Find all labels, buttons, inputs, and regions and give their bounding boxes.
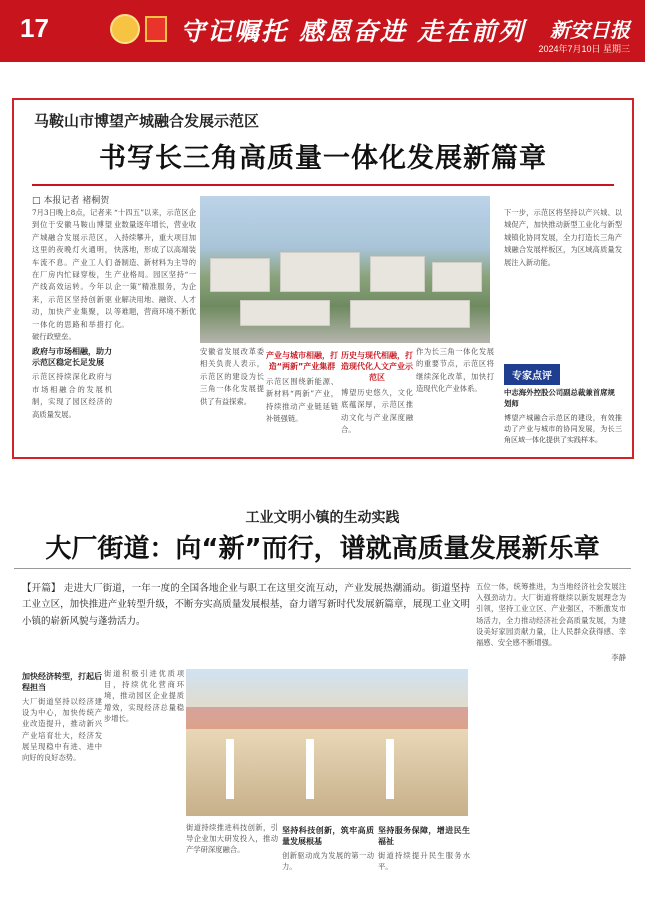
sidebar-body: 博望产城融合示范区的建设，有效推动了产业与城市的协同发展，为长三角区域一体化提供了实践样本。 [504, 414, 622, 444]
article1-headline: 书写长三角高质量一体化发展新篇章 [99, 143, 547, 174]
article2-column-1: 加快经济转型，打起后程担当 大厂街道坚持以经济建设为中心，加快传统产业改造提升，推动新兴产业培育壮大，经济发展呈现稳中有进、进中向好的良好态势。 [22, 672, 102, 763]
lead-tag: 【开篇】 [22, 583, 61, 594]
article1-column-4: 产业与城市相融，打造“两新”产业集群 示范区围绕新能源、新材料“两新”产业，持续推动产业链延链补链强链。 [266, 351, 338, 424]
article1-column-1: 7月3日晚上8点，记者来到位于安徽马鞍山博望产城融合发展示范区，这里的夜晚灯火通明，车流不息。产业工人们在厂房内忙碌穿梭，生产线高效运转。今年以来，示范区坚持创新驱动，加快产业集聚，以一体化的思路和举措打破行政壁垒。 政府与市场相融，助力示范区稳定长足发展 示范区持续深化政府与市场相融合的发展机制，实现了园区经济的高质量发展。 [32, 208, 112, 419]
article2-author: 李静 [611, 653, 626, 663]
newspaper-brand: 新安日报 [550, 18, 630, 42]
article1-column-2: “十四五”以来，示范区企业数量逐年增长，营业收入持续攀升，重大项目加快落地，形成了以高端装备制造、新材料为主导的产业格局。园区坚持“一企一策”精准服务，为企业解决用地、融资、人才等难题，营商环境不断优化。 [114, 208, 196, 329]
emblem-icon [110, 14, 140, 44]
article2-lead: 【开篇】 走进大厂街道，一年一度的全国各地企业与职工在这里交流互动，产业发展热潮涌动。街道坚持工业立区，加快推进产业转型升级，不断夯实高质量发展根基，奋力谱写新时代发展新篇章，展现工业文明小镇的崭新风貌与蓬勃活力。 [22, 583, 470, 627]
article1-subhead-1: 政府与市场相融，助力示范区稳定长足发展 [32, 347, 112, 368]
lead-article-box [12, 98, 634, 459]
article2-column-3: 街道持续推进科技创新，引导企业加大研发投入，推动产学研深度融合。 [186, 823, 278, 855]
slogan: 守记嘱托 感恩奋进 走在前列 [180, 17, 526, 46]
article2-subhead-2: 坚持科技创新，筑牢高质量发展根基 [282, 826, 374, 846]
divider [14, 568, 631, 569]
article1-column-6: 作为长三角一体化发展的重要节点，示范区将继续深化改革，加快打造现代化产业体系。 [416, 347, 494, 394]
sidebar-head: 中志海外控股公司副总裁兼首席规划师 [504, 388, 615, 408]
street-scene-photo [186, 669, 468, 816]
divider [32, 184, 614, 186]
flag-icon [145, 16, 167, 42]
article2-column-2: 街道积极引进优质项目，持续优化营商环境，推动园区企业提质增效，实现经济总量稳步增长。 [104, 669, 184, 723]
expert-comment-sidebar [504, 364, 622, 454]
article2-kicker: 工业文明小镇的生动实践 [245, 510, 400, 526]
article2-column-4: 坚持科技创新，筑牢高质量发展根基 创新驱动成为发展的第一动力。 [282, 826, 374, 872]
sidebar-title: 专家点评 [504, 364, 560, 385]
article1-column-3: 安徽省发展改革委相关负责人表示，示范区的建设为长三角一体化发展提供了有益探索。 [200, 347, 264, 406]
article2-column-5: 坚持服务保障，增进民生福祉 街道持续提升民生服务水平。 [378, 826, 470, 872]
article1-subhead-2: 产业与城市相融，打造“两新”产业集群 [266, 351, 338, 371]
masthead [0, 0, 645, 62]
article2-subhead-3: 坚持服务保障，增进民生福祉 [378, 826, 470, 846]
article1-byline: □ 本报记者 褚桐贺 [32, 196, 110, 206]
article2-column-6: 五位一体，统筹推进，为当地经济社会发展注入强劲动力。大厂街道将继续以新发展理念为引领，坚持工业立区、产业强区，不断激发市场活力，全力推动经济社会高质量发展，为建设美好家园贡献力量，让人民群众获得感、幸福感、安全感不断增强。 李静 [476, 582, 626, 663]
article2-subhead-1: 加快经济转型，打起后程担当 [22, 672, 102, 692]
article1-column-5: 历史与现代相融，打造现代化人文产业示范区 博望历史悠久，文化底蕴深厚，示范区推动文化与产业深度融合。 [341, 351, 413, 435]
article1-subhead-3: 历史与现代相融，打造现代化人文产业示范区 [341, 351, 413, 382]
article1-kicker: 马鞍山市博望产城融合发展示范区 [34, 112, 260, 130]
article2-headline: 大厂街道：向“新”而行，谱就高质量发展新乐章 [45, 534, 600, 564]
article1-column-7: 下一步，示范区将坚持以产兴城、以城促产，加快推动新型工业化与新型城镇化协同发展，全力打造长三角产城融合发展样板区，为区域高质量发展注入新动能。 [504, 208, 622, 267]
industrial-park-photo [200, 196, 490, 343]
page-number: 17 [20, 13, 49, 43]
issue-date: 2024年7月10日 星期三 [538, 44, 630, 54]
